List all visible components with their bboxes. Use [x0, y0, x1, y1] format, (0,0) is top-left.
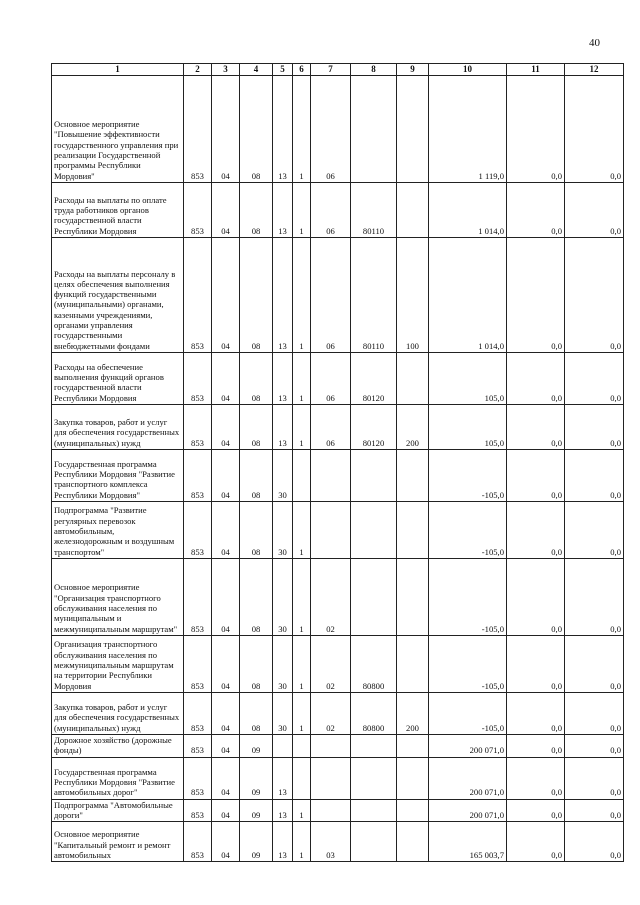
amount-year-3-cell: 0,0 — [565, 636, 624, 693]
amount-year-2-cell: 0,0 — [507, 822, 565, 862]
admin-code-cell: 853 — [184, 405, 212, 450]
column-header: 4 — [240, 64, 273, 76]
column-header: 12 — [565, 64, 624, 76]
direction-code-cell — [351, 559, 397, 636]
line-item-name-cell: Основное мероприятие "Капитальный ремонт и ремонт автомобильных — [52, 822, 184, 862]
admin-code-cell: 853 — [184, 502, 212, 559]
program-code-cell: 30 — [273, 450, 293, 502]
expense-type-code-cell — [397, 799, 429, 822]
table-row — [52, 693, 624, 735]
activity-code-cell — [311, 757, 351, 799]
subprogram-code-cell — [293, 450, 311, 502]
section-code-cell: 04 — [212, 405, 240, 450]
admin-code-cell: 853 — [184, 735, 212, 758]
subsection-code-cell: 08 — [240, 353, 273, 405]
section-code-cell: 04 — [212, 636, 240, 693]
expense-type-code-cell: 200 — [397, 693, 429, 735]
amount-year-2-cell: 0,0 — [507, 450, 565, 502]
activity-code-cell: 03 — [311, 822, 351, 862]
section-code-cell: 04 — [212, 502, 240, 559]
activity-code-cell — [311, 502, 351, 559]
section-code-cell: 04 — [212, 183, 240, 238]
subprogram-code-cell: 1 — [293, 76, 311, 183]
amount-year-3-cell: 0,0 — [565, 76, 624, 183]
line-item-name-cell: Закупка товаров, работ и услуг для обеспечения государственных (муниципальных) нужд — [52, 405, 184, 450]
amount-year-1-cell: 1 014,0 — [429, 183, 507, 238]
activity-code-cell: 02 — [311, 636, 351, 693]
subsection-code-cell: 08 — [240, 450, 273, 502]
subsection-code-cell: 08 — [240, 405, 273, 450]
table-header-row — [52, 64, 624, 76]
expense-type-code-cell — [397, 636, 429, 693]
program-code-cell: 13 — [273, 822, 293, 862]
table-row — [52, 405, 624, 450]
amount-year-2-cell: 0,0 — [507, 559, 565, 636]
line-item-name-cell: Подпрограмма "Развитие регулярных перевозок автомобильным, железнодорожным и воздушным транспортом" — [52, 502, 184, 559]
admin-code-cell: 853 — [184, 353, 212, 405]
direction-code-cell: 80800 — [351, 693, 397, 735]
amount-year-3-cell: 0,0 — [565, 799, 624, 822]
table-row — [52, 559, 624, 636]
subsection-code-cell: 09 — [240, 822, 273, 862]
direction-code-cell — [351, 822, 397, 862]
amount-year-3-cell: 0,0 — [565, 559, 624, 636]
section-code-cell: 04 — [212, 76, 240, 183]
amount-year-1-cell: 1 014,0 — [429, 238, 507, 353]
expense-type-code-cell — [397, 183, 429, 238]
direction-code-cell — [351, 757, 397, 799]
subprogram-code-cell: 1 — [293, 502, 311, 559]
line-item-name-cell: Дорожное хозяйство (дорожные фонды) — [52, 735, 184, 758]
expense-type-code-cell — [397, 450, 429, 502]
amount-year-1-cell: 1 119,0 — [429, 76, 507, 183]
activity-code-cell — [311, 450, 351, 502]
column-header: 10 — [429, 64, 507, 76]
line-item-name-cell: Государственная программа Республики Мордовия "Развитие транспортного комплекса Республики Мордовия" — [52, 450, 184, 502]
amount-year-3-cell: 0,0 — [565, 450, 624, 502]
admin-code-cell: 853 — [184, 238, 212, 353]
subprogram-code-cell: 1 — [293, 559, 311, 636]
admin-code-cell: 853 — [184, 799, 212, 822]
amount-year-3-cell: 0,0 — [565, 757, 624, 799]
amount-year-1-cell: 165 003,7 — [429, 822, 507, 862]
admin-code-cell: 853 — [184, 450, 212, 502]
subsection-code-cell: 08 — [240, 238, 273, 353]
page-number: 40 — [589, 37, 600, 49]
subsection-code-cell: 08 — [240, 76, 273, 183]
amount-year-2-cell: 0,0 — [507, 76, 565, 183]
activity-code-cell — [311, 799, 351, 822]
column-header: 8 — [351, 64, 397, 76]
section-code-cell: 04 — [212, 353, 240, 405]
amount-year-2-cell: 0,0 — [507, 693, 565, 735]
admin-code-cell: 853 — [184, 76, 212, 183]
amount-year-1-cell: 200 071,0 — [429, 757, 507, 799]
table-row — [52, 735, 624, 758]
amount-year-3-cell: 0,0 — [565, 693, 624, 735]
subprogram-code-cell: 1 — [293, 799, 311, 822]
subsection-code-cell: 08 — [240, 502, 273, 559]
amount-year-3-cell: 0,0 — [565, 353, 624, 405]
direction-code-cell: 80120 — [351, 353, 397, 405]
line-item-name-cell: Расходы на обеспечение выполнения функций органов государственной власти Республики Мордовия — [52, 353, 184, 405]
expense-type-code-cell — [397, 757, 429, 799]
subprogram-code-cell: 1 — [293, 636, 311, 693]
activity-code-cell: 02 — [311, 559, 351, 636]
admin-code-cell: 853 — [184, 822, 212, 862]
section-code-cell: 04 — [212, 735, 240, 758]
amount-year-2-cell: 0,0 — [507, 735, 565, 758]
amount-year-1-cell: 105,0 — [429, 405, 507, 450]
activity-code-cell: 02 — [311, 693, 351, 735]
admin-code-cell: 853 — [184, 559, 212, 636]
activity-code-cell: 06 — [311, 405, 351, 450]
expense-type-code-cell: 200 — [397, 405, 429, 450]
program-code-cell: 30 — [273, 559, 293, 636]
amount-year-1-cell: -105,0 — [429, 693, 507, 735]
section-code-cell: 04 — [212, 450, 240, 502]
section-code-cell: 04 — [212, 693, 240, 735]
direction-code-cell — [351, 735, 397, 758]
table-row — [52, 636, 624, 693]
program-code-cell: 13 — [273, 799, 293, 822]
activity-code-cell: 06 — [311, 238, 351, 353]
table-row — [52, 757, 624, 799]
expense-type-code-cell — [397, 353, 429, 405]
table-row — [52, 502, 624, 559]
expense-type-code-cell — [397, 559, 429, 636]
amount-year-2-cell: 0,0 — [507, 502, 565, 559]
amount-year-3-cell: 0,0 — [565, 822, 624, 862]
subsection-code-cell: 08 — [240, 559, 273, 636]
column-header: 2 — [184, 64, 212, 76]
table-row — [52, 183, 624, 238]
expense-type-code-cell — [397, 76, 429, 183]
admin-code-cell: 853 — [184, 693, 212, 735]
direction-code-cell — [351, 799, 397, 822]
line-item-name-cell: Расходы на выплаты по оплате труда работников органов государственной власти Республики Мордовия — [52, 183, 184, 238]
direction-code-cell: 80110 — [351, 238, 397, 353]
amount-year-1-cell: 105,0 — [429, 353, 507, 405]
amount-year-3-cell: 0,0 — [565, 735, 624, 758]
section-code-cell: 04 — [212, 238, 240, 353]
program-code-cell: 30 — [273, 693, 293, 735]
activity-code-cell — [311, 735, 351, 758]
expense-type-code-cell — [397, 822, 429, 862]
subsection-code-cell: 09 — [240, 735, 273, 758]
amount-year-1-cell: -105,0 — [429, 450, 507, 502]
subsection-code-cell: 08 — [240, 636, 273, 693]
amount-year-3-cell: 0,0 — [565, 183, 624, 238]
amount-year-2-cell: 0,0 — [507, 757, 565, 799]
line-item-name-cell: Организация транспортного обслуживания населения по межмуниципальным маршрутам на территории Республики Мордовия — [52, 636, 184, 693]
line-item-name-cell: Основное мероприятие "Организация транспортного обслуживания населения по муниципальным и межмуниципальным маршрутам" — [52, 559, 184, 636]
admin-code-cell: 853 — [184, 757, 212, 799]
amount-year-1-cell: 200 071,0 — [429, 735, 507, 758]
direction-code-cell: 80800 — [351, 636, 397, 693]
amount-year-2-cell: 0,0 — [507, 405, 565, 450]
direction-code-cell — [351, 502, 397, 559]
column-header: 7 — [311, 64, 351, 76]
table-body — [52, 76, 624, 862]
line-item-name-cell: Основное мероприятие "Повышение эффективности государственного управления при реализации Государственной программы Республики Мордовия" — [52, 76, 184, 183]
subsection-code-cell: 08 — [240, 183, 273, 238]
section-code-cell: 04 — [212, 559, 240, 636]
table-row — [52, 238, 624, 353]
program-code-cell: 13 — [273, 757, 293, 799]
amount-year-2-cell: 0,0 — [507, 353, 565, 405]
admin-code-cell: 853 — [184, 183, 212, 238]
table-row — [52, 799, 624, 822]
program-code-cell — [273, 735, 293, 758]
activity-code-cell: 06 — [311, 76, 351, 183]
section-code-cell: 04 — [212, 757, 240, 799]
section-code-cell: 04 — [212, 799, 240, 822]
admin-code-cell: 853 — [184, 636, 212, 693]
program-code-cell: 13 — [273, 405, 293, 450]
expense-type-code-cell: 100 — [397, 238, 429, 353]
column-header: 1 — [52, 64, 184, 76]
table-row — [52, 450, 624, 502]
subsection-code-cell: 09 — [240, 757, 273, 799]
table-row — [52, 76, 624, 183]
subprogram-code-cell: 1 — [293, 405, 311, 450]
column-header: 5 — [273, 64, 293, 76]
amount-year-1-cell: -105,0 — [429, 636, 507, 693]
amount-year-1-cell: -105,0 — [429, 559, 507, 636]
direction-code-cell: 80110 — [351, 183, 397, 238]
subprogram-code-cell — [293, 735, 311, 758]
program-code-cell: 30 — [273, 636, 293, 693]
amount-year-2-cell: 0,0 — [507, 183, 565, 238]
program-code-cell: 30 — [273, 502, 293, 559]
line-item-name-cell: Подпрограмма "Автомобильные дороги" — [52, 799, 184, 822]
activity-code-cell: 06 — [311, 353, 351, 405]
column-header: 6 — [293, 64, 311, 76]
amount-year-3-cell: 0,0 — [565, 405, 624, 450]
section-code-cell: 04 — [212, 822, 240, 862]
line-item-name-cell: Государственная программа Республики Мордовия "Развитие автомобильных дорог" — [52, 757, 184, 799]
subsection-code-cell: 08 — [240, 693, 273, 735]
amount-year-3-cell: 0,0 — [565, 238, 624, 353]
subprogram-code-cell: 1 — [293, 183, 311, 238]
amount-year-3-cell: 0,0 — [565, 502, 624, 559]
amount-year-2-cell: 0,0 — [507, 636, 565, 693]
amount-year-2-cell: 0,0 — [507, 238, 565, 353]
subprogram-code-cell: 1 — [293, 353, 311, 405]
expense-type-code-cell — [397, 735, 429, 758]
direction-code-cell — [351, 450, 397, 502]
column-header: 11 — [507, 64, 565, 76]
program-code-cell: 13 — [273, 353, 293, 405]
line-item-name-cell: Расходы на выплаты персоналу в целях обеспечения выполнения функций государственными (муниципальными) органами, казенными учреждениями, органами управления государственными внебюджетными фондами — [52, 238, 184, 353]
amount-year-2-cell: 0,0 — [507, 799, 565, 822]
activity-code-cell: 06 — [311, 183, 351, 238]
subprogram-code-cell: 1 — [293, 238, 311, 353]
program-code-cell: 13 — [273, 238, 293, 353]
table-row — [52, 353, 624, 405]
program-code-cell: 13 — [273, 183, 293, 238]
subprogram-code-cell — [293, 757, 311, 799]
column-header: 9 — [397, 64, 429, 76]
amount-year-1-cell: 200 071,0 — [429, 799, 507, 822]
amount-year-1-cell: -105,0 — [429, 502, 507, 559]
table-row — [52, 822, 624, 862]
subsection-code-cell: 09 — [240, 799, 273, 822]
budget-table — [51, 63, 624, 862]
subprogram-code-cell: 1 — [293, 822, 311, 862]
column-header: 3 — [212, 64, 240, 76]
direction-code-cell: 80120 — [351, 405, 397, 450]
subprogram-code-cell: 1 — [293, 693, 311, 735]
program-code-cell: 13 — [273, 76, 293, 183]
line-item-name-cell: Закупка товаров, работ и услуг для обеспечения государственных (муниципальных) нужд — [52, 693, 184, 735]
direction-code-cell — [351, 76, 397, 183]
expense-type-code-cell — [397, 502, 429, 559]
